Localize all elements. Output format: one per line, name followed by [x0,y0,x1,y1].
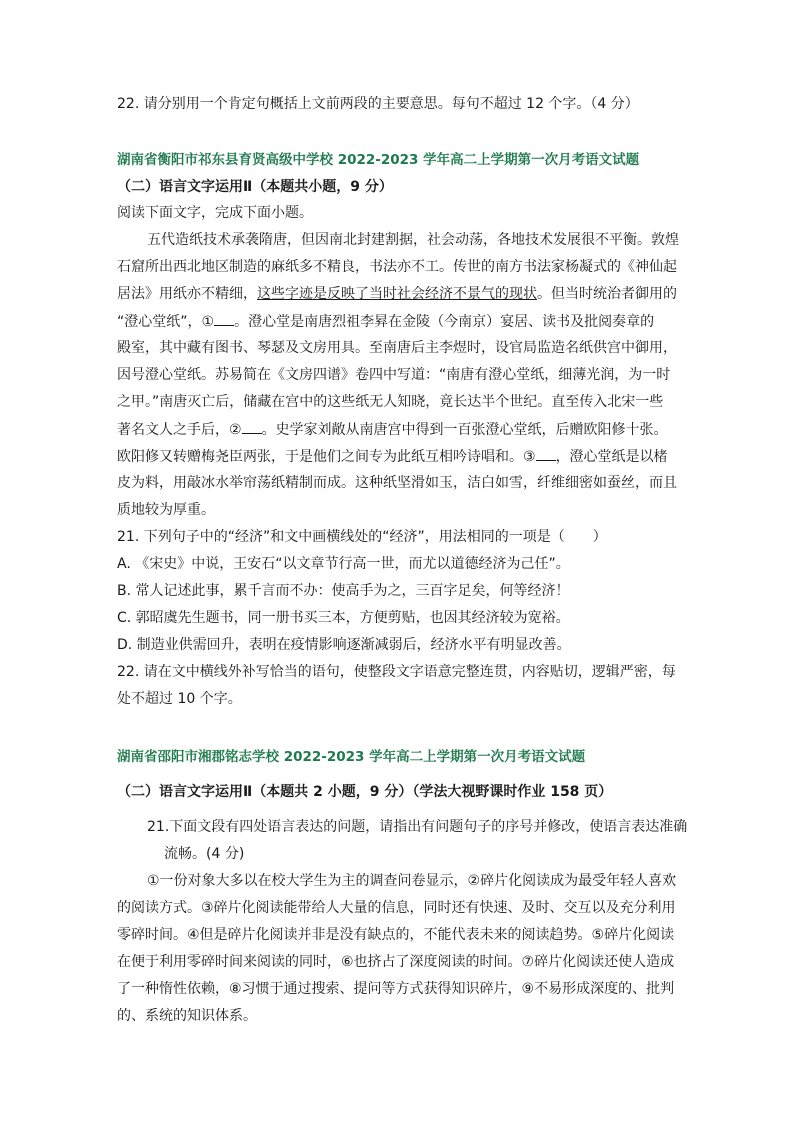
passage1-line [117,446,668,467]
passage1-line: 石窟所出西北地区制造的麻纸多不精良，书法亦不工。传世的南方书法家杨凝式的《神仙起 [117,259,677,275]
passage1-text: 。但当时统治者御用的 [537,286,677,302]
passage2-line: 的阅读方式。③碎片化阅读能带给人大量的信息，同时还有快速、及时、交互以及充分利用 [117,900,676,916]
passage1-text: ，澄心堂纸是以楮 [555,449,668,465]
blank-1-number: ① [201,314,215,330]
section2-title: 湖南省邵阳市湘郡铭志学校 2022-2023 学年高二上学期第一次月考语文试题 [117,749,586,765]
passage2-line: 在便于利用零碎时间来阅读的同时，⑥也挤占了深度阅读的时间。⑦碎片化阅读还使人造成 [117,954,675,970]
question-22-cont: 处不超过 10 个字。 [117,691,242,707]
option-b: B. 常人记述此事，累千言而不办：使高手为之，三百字足矣，何等经济！ [117,583,570,599]
passage2-line: 的、系统的知识体系。 [117,1008,257,1024]
passage1-text: 。史学家刘敞从南唐宫中得到一百张澄心堂纸，后赠欧阳修十张。 [261,422,668,438]
passage1-line: 质地较为厚重。 [117,502,215,518]
option-c: C. 郭昭虞先生题书，同一册书买三本，方便剪贴，也因其经济较为宽裕。 [117,610,570,626]
passage1-text: 。澄心堂是南唐烈祖李昪在金陵（今南京）宴居、读书及批阅奏章的 [234,314,655,330]
option-a: A. 《宋史》中说，王安石“以文章节行高一世，而尤以道德经济为己任”。 [117,556,570,572]
section1-subtitle: （二）语言文字运用Ⅱ（本题共小题，9 分） [117,179,393,195]
section2-subtitle: （二）语言文字运用Ⅱ（本题共 2 小题，9 分）（学法大视野课时作业 158 页） [117,784,613,800]
blank-2-number: ② [229,422,242,438]
blank-1 [214,311,234,326]
passage1-text: “澄心堂纸”， [117,314,202,330]
section1-title: 湖南省衡阳市祁东县育贤高级中学校 2022-2023 学年高二上学期第一次月考语文试题 [117,152,640,168]
question-22-top: 22. 请分别用一个肯定句概括上文前两段的主要意思。每句不超过 12 个字。（4 分） [117,96,639,112]
passage1-text: 居法》用纸亦不精细， [117,286,257,302]
underlined-sentence: 这些字迹是反映了当时社会经济不景气的现状 [257,286,537,302]
section2-question-21: 21.下面文段有四处语言表达的问题，请指出有问题句子的序号并修改，使语言表达准确 [147,819,688,835]
passage1-text: 欧阳修又转赠梅尧臣两张，于是他们之间专为此纸互相吟诗唱和。 [117,449,523,465]
passage1-line: 皮为料，用敲冰水举帘荡纸精制而成。这种纸坚滑如玉，洁白如雪，纤维细密如蚕丝，而且 [117,475,677,491]
passage1-line: 殿室，其中藏有图书、琴瑟及文房用具。至南唐后主李煜时，设官局监造名纸供宫中御用， [117,340,677,356]
passage1-text: 著名文人之手后， [117,422,229,438]
blank-3-number: ③ [523,449,536,465]
question-21-stem: 21. 下列句子中的“经济”和文中画横线处的“经济”，用法相同的一项是（ ） [117,529,607,545]
passage1-line: 五代造纸技术承袭隋唐，但因南北封建割据，社会动荡，各地技术发展很不平衡。敦煌 [147,232,679,248]
passage1-line [117,419,668,440]
question-22: 22. 请在文中横线外补写恰当的语句，使整段文字语意完整连贯，内容贴切，逻辑严密，每 [117,664,676,680]
passage1-line: 之甲。”南唐灭亡后，储藏在宫中的这些纸无人知晓，竟长达半个世纪。直至传入北宋一些 [117,394,664,410]
passage2-line: 了一种惰性依赖，⑧习惯于通过搜索、提问等方式获得知识碎片，⑨不易形成深度的、批判 [117,981,675,997]
passage1-line [117,311,654,332]
section1-instruction: 阅读下面文字，完成下面小题。 [117,205,313,221]
section2-question-21-cont: 流畅。(4 分) [164,846,245,862]
passage2-line: ①一份对象大多以在校大学生为主的调查问卷显示，②碎片化阅读成为最受年轻人喜欢 [147,873,677,889]
option-d: D. 制造业供需回升，表明在疫情影响逐渐减弱后，经济水平有明显改善。 [117,637,571,653]
blank-2 [242,419,262,434]
blank-3 [536,446,556,461]
passage1-line: 因号澄心堂纸。苏易简在《文房四谱》卷四中写道：“南唐有澄心堂纸，细薄光润，为一时 [117,367,671,383]
passage2-line: 零碎时间。④但是碎片化阅读并非是没有缺点的，不能代表未来的阅读趋势。⑤碎片化阅读 [117,927,675,943]
passage1-line [117,284,677,304]
